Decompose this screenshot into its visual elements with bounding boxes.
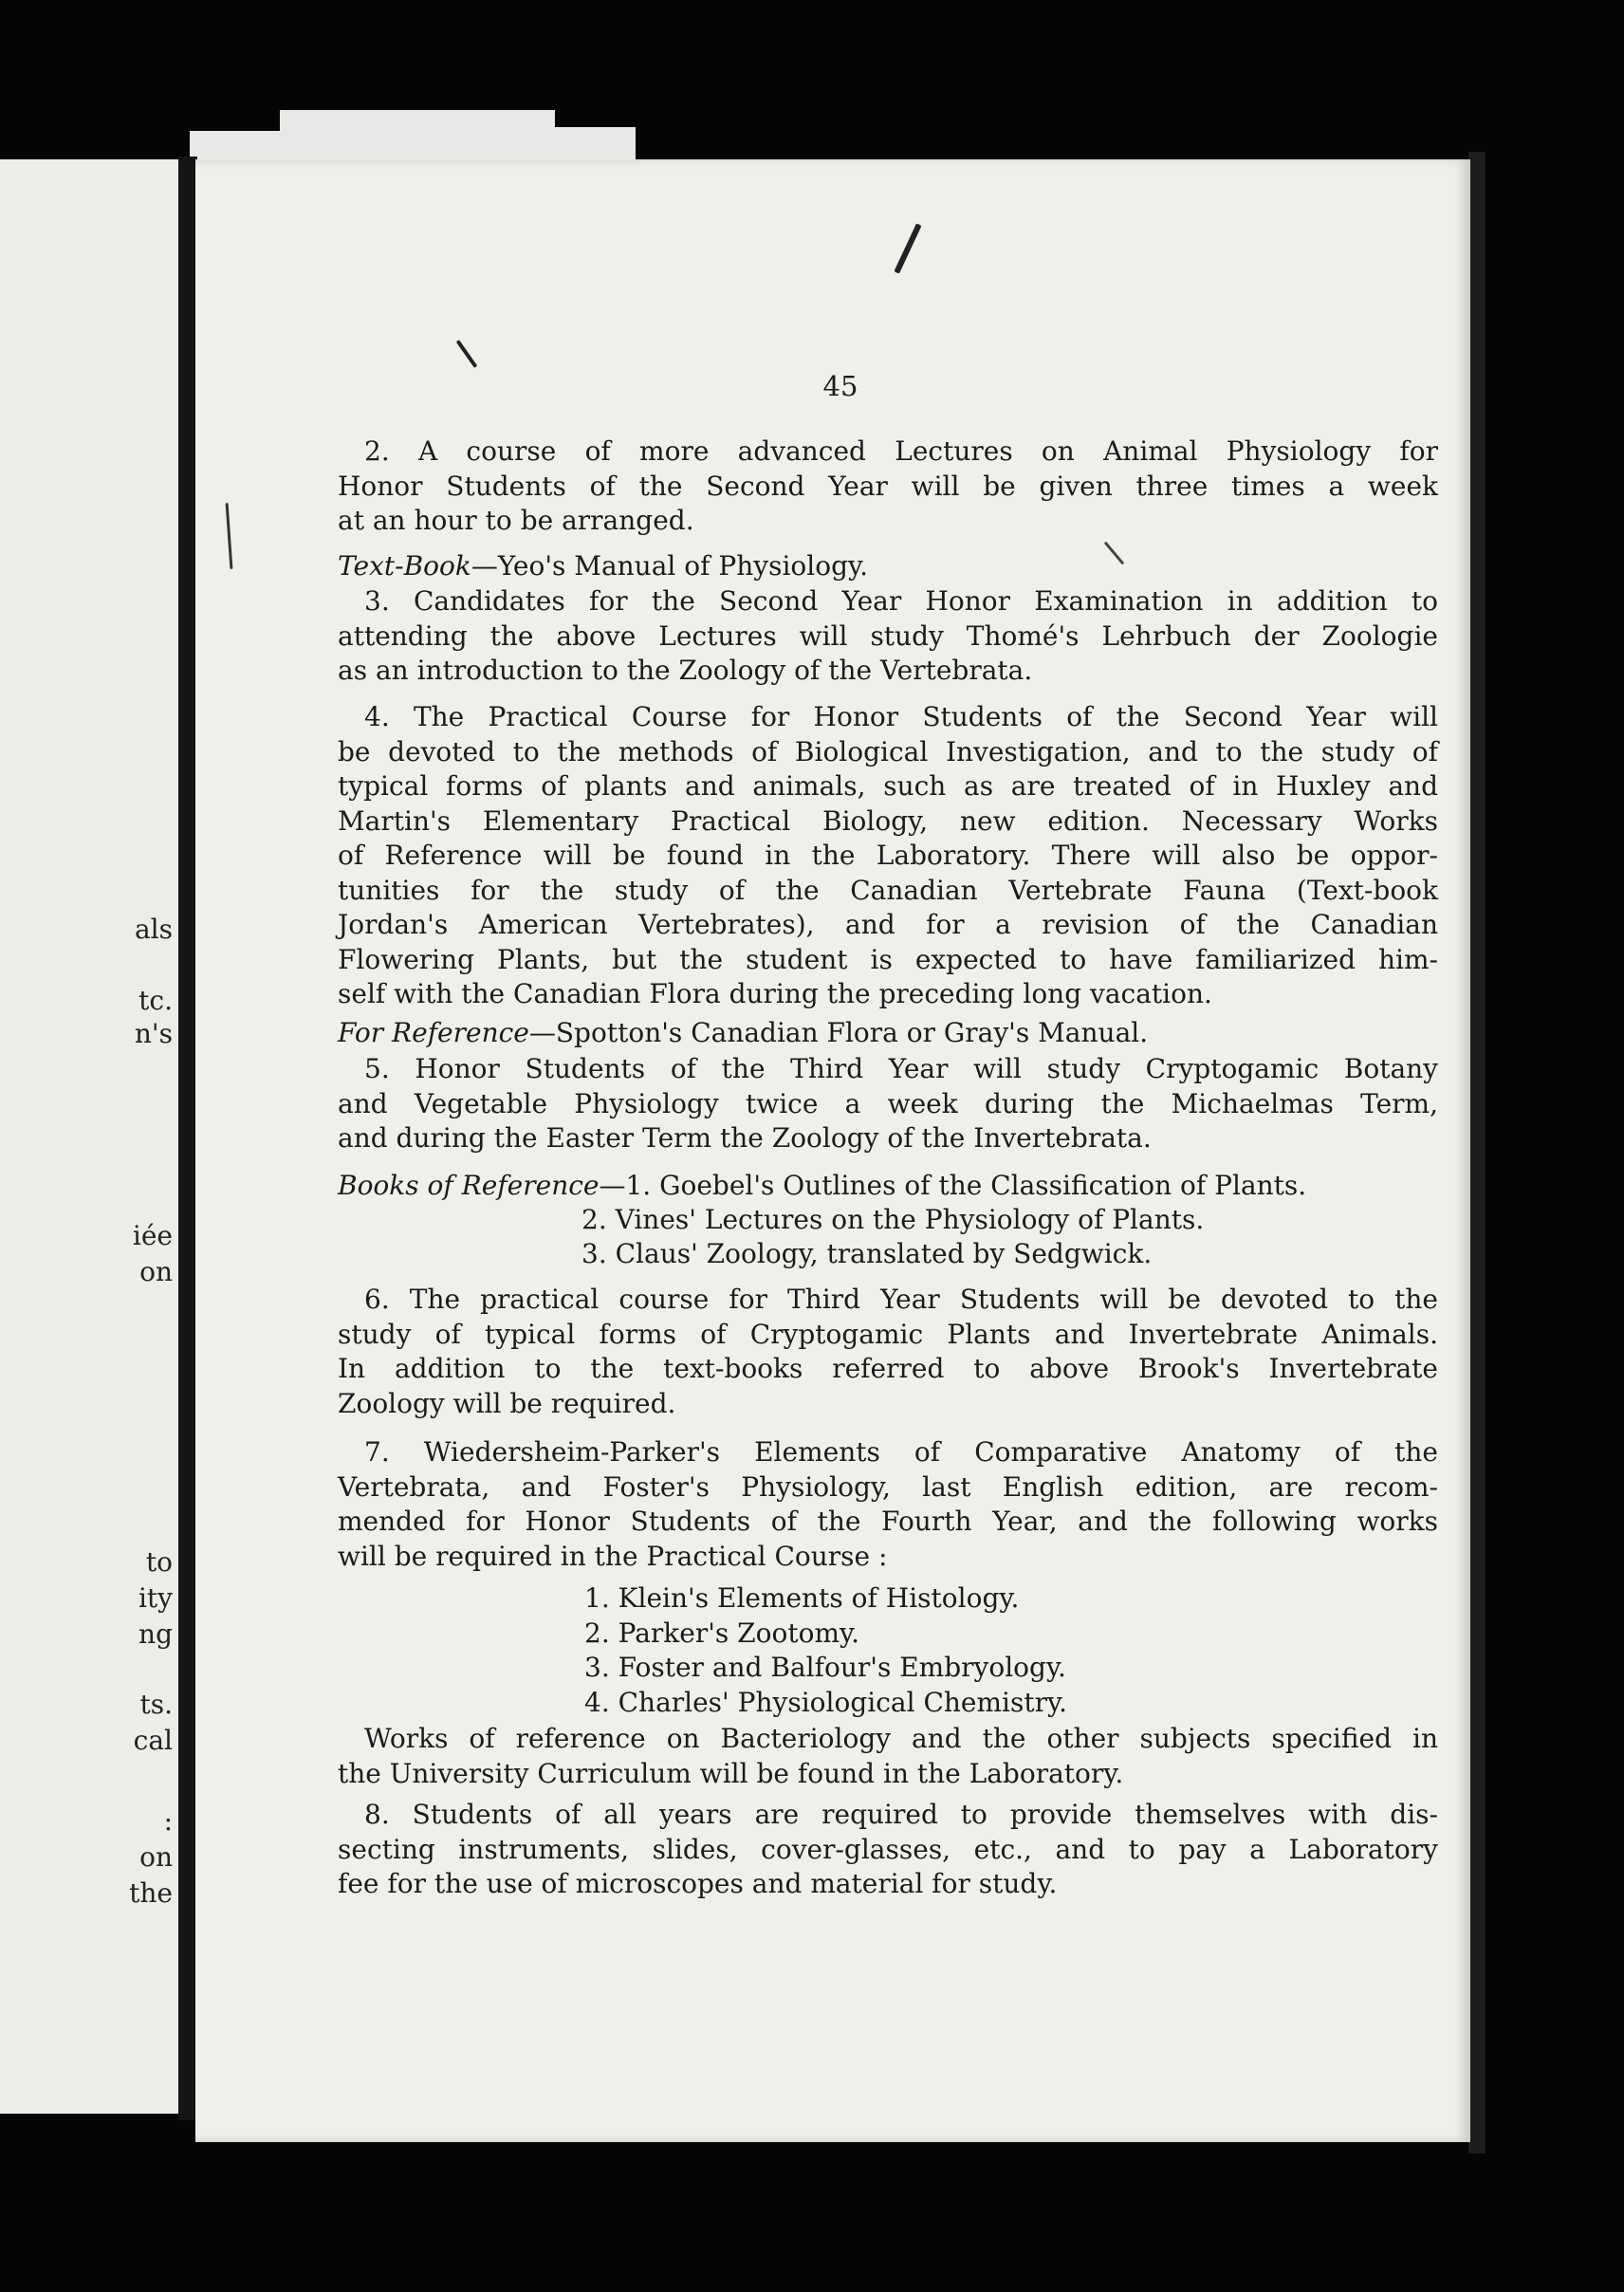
text-line: Zoology will be required. <box>338 1387 676 1419</box>
paragraph-3 <box>338 584 1438 689</box>
page-tab <box>190 131 294 163</box>
text-line: 8. Students of all years are required to provide themselves with dis- <box>364 1799 1438 1830</box>
books-of-reference <box>338 1169 1306 1204</box>
text-line: In addition to the text-books referred to above Brook's Invertebrate <box>338 1353 1438 1384</box>
text-line: study of typical forms of Cryptogamic Plants and Invertebrate Animals. <box>338 1318 1438 1350</box>
left-page-fragment: to <box>145 1546 173 1578</box>
text-line: 6. The practical course for Third Year Students will be devoted to the <box>364 1284 1438 1315</box>
text-line: and Vegetable Physiology twice a week during the Michaelmas Term, <box>338 1087 1438 1119</box>
page-tab <box>541 127 636 163</box>
textbook-label: Text-Book <box>338 550 471 582</box>
text-line: Works of reference on Bacteriology and the other subjects specified in <box>364 1723 1438 1754</box>
list-item: 1. Klein's Elements of Histology. <box>584 1582 1020 1614</box>
pencil-mark <box>226 503 233 569</box>
text-line: Vertebrata, and Foster's Physiology, last English edition, are recom- <box>338 1470 1438 1503</box>
text-line: Flowering Plants, but the student is expected to have familiarized him- <box>338 943 1438 975</box>
books-label: Books of Reference <box>338 1170 600 1201</box>
text-line: tunities for the study of the Canadian Vertebrate Fauna (Text-book <box>338 874 1438 906</box>
left-page-fragment: the <box>129 1877 173 1909</box>
text-line: 4. The Practical Course for Honor Students of the Second Year will <box>364 701 1438 732</box>
text-line: mended for Honor Students of the Fourth Year, and the following works <box>338 1506 1438 1537</box>
left-page-fragment: tc. <box>138 985 173 1016</box>
text-line: be devoted to the methods of Biological Investigation, and to the study of <box>338 735 1438 767</box>
reference-note <box>338 1016 1438 1051</box>
text-line: 2. A course of more advanced Lectures on Animal Physiology for <box>364 435 1438 467</box>
reference-label: For Reference <box>338 1017 529 1048</box>
text-line: Martin's Elementary Practical Biology, new edition. Necessary Works <box>338 804 1438 837</box>
text-line: the University Curriculum will be found in the Laboratory. <box>338 1757 1124 1789</box>
list-item: 4. Charles' Physiological Chemistry. <box>584 1686 1067 1718</box>
paragraph-8 <box>338 1798 1438 1902</box>
paragraph-2 <box>338 434 1438 539</box>
left-page-fragment: als <box>134 914 173 945</box>
paragraph-5 <box>338 1052 1438 1156</box>
left-page-fragment: n's <box>134 1018 173 1049</box>
page-tabs <box>190 106 636 163</box>
text-line: 7. Wiedersheim-Parker's Elements of Comparative Anatomy of the <box>364 1436 1438 1468</box>
text-line: 3. Candidates for the Second Year Honor Examination in addition to <box>364 585 1438 617</box>
text-line: secting instruments, slides, cover-glasses, etc., and to pay a Laboratory <box>338 1833 1438 1865</box>
text-line: self with the Canadian Flora during the preceding long vacation. <box>338 978 1212 1009</box>
text-line: of Reference will be found in the Laboratory. There will also be oppor- <box>338 840 1438 871</box>
pencil-mark <box>456 340 478 368</box>
list-item: 2. Parker's Zootomy. <box>584 1617 859 1649</box>
left-page-fragment: on <box>139 1256 173 1287</box>
reference-text: —Spotton's Canadian Flora or Gray's Manual. <box>528 1017 1149 1048</box>
book-item: 2. Vines' Lectures on the Physiology of Plants. <box>581 1204 1205 1235</box>
document-page <box>195 159 1470 2142</box>
text-line: 5. Honor Students of the Third Year will study Cryptogamic Botany <box>364 1053 1438 1084</box>
page-number: 45 <box>822 370 858 402</box>
pencil-mark <box>894 223 921 273</box>
text-line: Honor Students of the Second Year will be given three times a week <box>338 470 1438 502</box>
left-page-fragment: : <box>163 1805 173 1837</box>
book-item: 3. Claus' Zoology, translated by Sedgwick. <box>581 1238 1153 1269</box>
textbook-text: —Yeo's Manual of Physiology. <box>471 550 868 582</box>
text-line: will be required in the Practical Course : <box>338 1540 888 1572</box>
text-line: at an hour to be arranged. <box>338 505 694 536</box>
left-page-fragment: ng <box>138 1618 173 1650</box>
left-page-fragment: iée <box>132 1220 173 1251</box>
text-line: attending the above Lectures will study Thomé's Lehrbuch der Zoologie <box>338 619 1438 652</box>
page-tab <box>280 110 555 163</box>
text-line: Jordan's American Vertebrates), and for a revision of the Canadian <box>338 909 1438 940</box>
left-page-fragment: on <box>139 1841 173 1873</box>
paragraph-works <box>338 1722 1438 1791</box>
text-line: fee for the use of microscopes and material for study. <box>338 1868 1058 1899</box>
practical-course-list <box>584 1581 1067 1720</box>
paragraph-4 <box>338 700 1438 1012</box>
book-gutter <box>178 157 197 2120</box>
left-page-fragment: cal <box>133 1725 173 1756</box>
textbook-note <box>338 549 1438 584</box>
text-line: typical forms of plants and animals, such as are treated of in Huxley and <box>338 770 1438 802</box>
left-page-fragment: ity <box>138 1582 173 1614</box>
list-item: 3. Foster and Balfour's Embryology. <box>584 1652 1066 1683</box>
left-page <box>0 159 182 2114</box>
page-edge <box>1468 152 1486 2153</box>
text-line: and during the Easter Term the Zoology of the Invertebrata. <box>338 1122 1152 1154</box>
book-item: —1. Goebel's Outlines of the Classification of Plants. <box>599 1170 1307 1201</box>
text-line: as an introduction to the Zoology of the Vertebrata. <box>338 655 1033 686</box>
paragraph-6 <box>338 1283 1438 1421</box>
left-page-fragment: ts. <box>139 1689 173 1720</box>
paragraph-7 <box>338 1435 1438 1574</box>
